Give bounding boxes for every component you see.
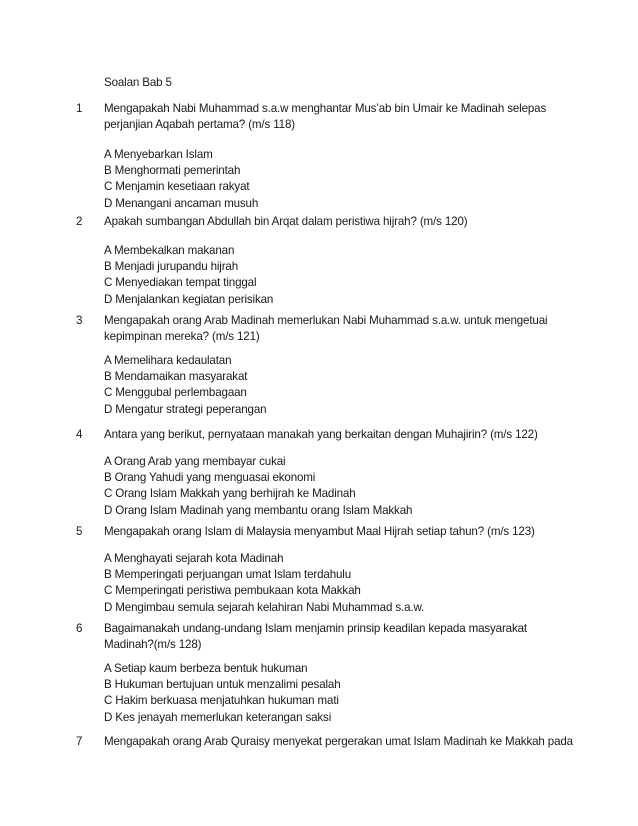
- option-b: B Menjadi jurupandu hijrah: [104, 260, 239, 274]
- question-text: [104, 524, 564, 540]
- option-c: C Menyediakan tempat tinggal: [104, 276, 257, 290]
- option-a: A Menghayati sejarah kota Madinah: [104, 552, 284, 565]
- document-title: Soalan Bab 5: [104, 76, 172, 89]
- answer-options: [104, 243, 273, 308]
- option-c: C Memperingati peristiwa pembukaan kota Makkah: [104, 584, 361, 598]
- option-b: B Hukuman bertujuan untuk menzalimi pesalah: [104, 678, 341, 692]
- question-line: Mengapakah orang Arab Madinah memerlukan Nabi Muhammad s.a.w. untuk mengetuai: [104, 314, 548, 327]
- option-d: D Menjalankan kegiatan perisikan: [104, 292, 274, 306]
- question-line: perjanjian Aqabah pertama? (m/s 118): [104, 118, 295, 131]
- question-line: Mengapakah orang Arab Quraisy menyekat pergerakan umat Islam Madinah ke Makkah pada: [104, 735, 573, 748]
- answer-options: [104, 454, 412, 519]
- question-line: Mengapakah Nabi Muhammad s.a.w menghantar Mus’ab bin Umair ke Madinah selepas: [104, 102, 547, 115]
- question-text: [104, 214, 564, 230]
- question-number: 6: [76, 622, 83, 635]
- option-b: B Memperingati perjuangan umat Islam terdahulu: [104, 568, 352, 582]
- option-d: D Mengatur strategi peperangan: [104, 402, 267, 416]
- question-text: [104, 734, 573, 750]
- option-d: D Orang Islam Madinah yang membantu orang Islam Makkah: [104, 503, 413, 517]
- option-d: D Mengimbau semula sejarah kelahiran Nabi Muhammad s.a.w.: [104, 600, 425, 614]
- option-b: B Menghormati pemerintah: [104, 164, 241, 178]
- option-b: B Mendamaikan masyarakat: [104, 370, 248, 384]
- question-number: 5: [76, 525, 83, 538]
- option-a: A Memelihara kedaulatan: [104, 354, 232, 367]
- question-number: 2: [76, 215, 83, 228]
- answer-options: [104, 551, 424, 616]
- question-text: [104, 427, 564, 443]
- option-c: C Hakim berkuasa menjatuhkan hukuman mati: [104, 694, 339, 708]
- option-a: A Menyebarkan Islam: [104, 148, 213, 161]
- question-number: 1: [76, 102, 83, 115]
- question-number: 4: [76, 428, 83, 441]
- answer-options: [104, 661, 341, 726]
- question-text: [104, 101, 564, 133]
- option-a: A Membekalkan makanan: [104, 244, 235, 257]
- question-number: 7: [76, 735, 83, 748]
- question-text: [104, 621, 564, 653]
- question-line: Apakah sumbangan Abdullah bin Arqat dalam peristiwa hijrah? (m/s 120): [104, 215, 468, 228]
- answer-options: [104, 353, 266, 418]
- answer-options: [104, 147, 258, 212]
- question-line: Mengapakah orang Islam di Malaysia menyambut Maal Hijrah setiap tahun? (m/s 123): [104, 525, 535, 538]
- question-line: Bagaimanakah undang-undang Islam menjamin prinsip keadilan kepada masyarakat: [104, 622, 527, 635]
- option-d: D Kes jenayah memerlukan keterangan saksi: [104, 710, 332, 724]
- option-a: A Orang Arab yang membayar cukai: [104, 455, 286, 468]
- option-c: C Orang Islam Makkah yang berhijrah ke Madinah: [104, 487, 356, 501]
- question-text: [104, 313, 564, 345]
- question-line: Madinah?(m/s 128): [104, 638, 202, 651]
- question-line: Antara yang berikut, pernyataan manakah yang berkaitan dengan Muhajirin? (m/s 122): [104, 428, 538, 441]
- question-line: kepimpinan mereka? (m/s 121): [104, 330, 260, 343]
- option-b: B Orang Yahudi yang menguasai ekonomi: [104, 471, 316, 485]
- question-number: 3: [76, 314, 83, 327]
- option-a: A Setiap kaum berbeza bentuk hukuman: [104, 662, 308, 675]
- option-c: C Menggubal perlembagaan: [104, 386, 247, 400]
- option-d: D Menangani ancaman musuh: [104, 196, 259, 210]
- option-c: C Menjamin kesetiaan rakyat: [104, 180, 250, 194]
